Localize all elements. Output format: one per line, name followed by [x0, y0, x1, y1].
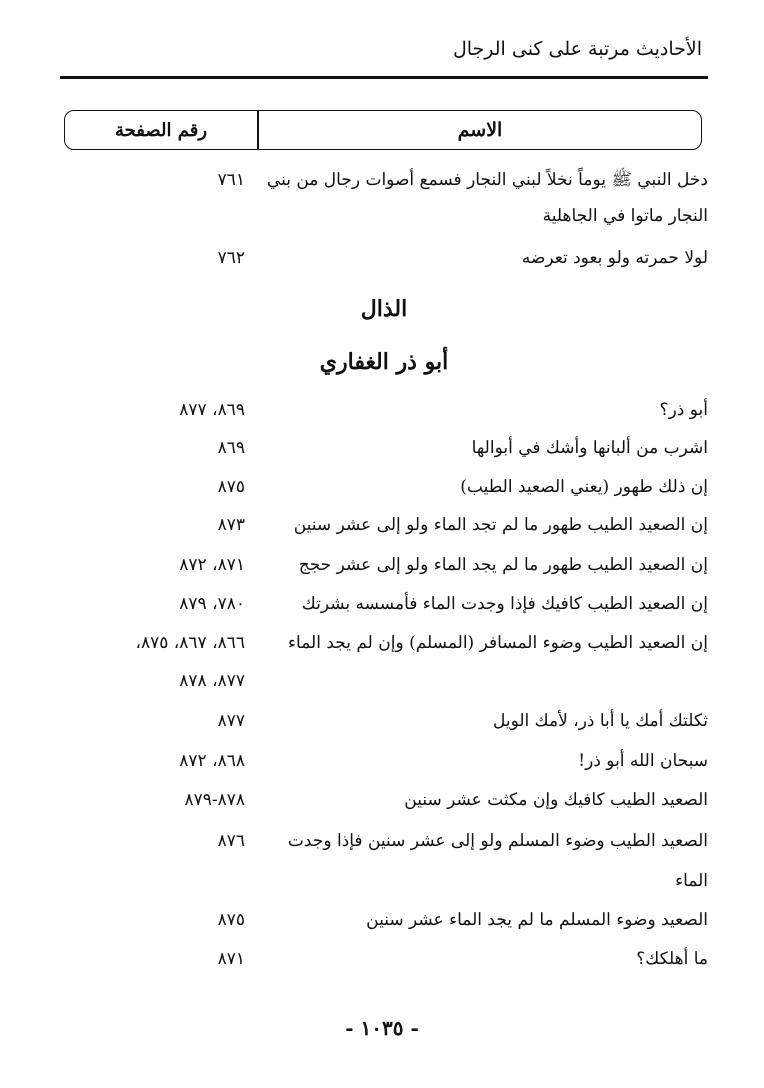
entry-text: اشرب من ألبانها وأشك في أبوالها — [471, 438, 708, 458]
index-entry — [60, 824, 708, 858]
page-column-header: رقم الصفحة — [115, 119, 208, 141]
table-header — [64, 110, 702, 150]
header-rule — [60, 76, 708, 79]
entry-text: لولا حمرته ولو بعود تعرضه — [521, 248, 708, 268]
entry-text: الصعيد وضوء المسلم ما لم يجد الماء عشر سنين — [366, 910, 708, 930]
index-entry — [60, 393, 708, 427]
index-entry — [60, 783, 708, 817]
entry-pages: ٧٦١ — [217, 170, 245, 190]
entry-text: إن ذلك طهور (يعني الصعيد الطيب) — [460, 477, 708, 497]
entry-pages: ٨٧٦ — [217, 831, 245, 851]
running-title: الأحاديث مرتبة على كنى الرجال — [452, 38, 702, 60]
narrator-heading: أبو ذر الغفاري — [319, 349, 449, 375]
entry-pages: ٨٧١ — [217, 949, 245, 969]
index-entry — [60, 587, 708, 621]
index-entry — [60, 548, 708, 582]
entry-pages: ٧٨٠، ٨٧٩ — [179, 594, 245, 614]
letter-heading: الذال — [360, 296, 408, 322]
entry-pages: ٨٧١، ٨٧٢ — [179, 555, 245, 575]
entry-pages: ٨٧٥ — [217, 910, 245, 930]
index-entry — [60, 626, 708, 660]
entry-pages: ٨٧٥ — [217, 477, 245, 497]
entry-text: ما أهلكك؟ — [636, 949, 708, 969]
entry-text: الصعيد الطيب كافيك وإن مكثت عشر سنين — [404, 790, 708, 810]
entry-pages: ٨٦٦، ٨٦٧، ٨٧٥، — [135, 633, 245, 653]
entry-pages: ٨٧٧، ٨٧٨ — [179, 671, 245, 691]
entry-pages: ٨٦٩ — [217, 438, 245, 458]
entry-pages: ٨٧٨-٨٧٩ — [184, 790, 245, 810]
entry-text: إن الصعيد الطيب كافيك فإذا وجدت الماء فأمسسه بشرتك — [301, 594, 708, 614]
entry-text: إن الصعيد الطيب طهور ما لم يجد الماء ولو إلى عشر حجج — [298, 555, 708, 575]
entry-text: دخل النبي ﷺ يوماً نخلاً لبني النجار فسمع أصوات رجال من بني — [266, 170, 708, 190]
index-entry — [60, 942, 708, 976]
entry-text: الماء — [675, 871, 708, 891]
entry-text: ثكلتك أمك يا أبا ذر، لأمك الويل — [492, 711, 708, 731]
entry-text: الصعيد الطيب وضوء المسلم ولو إلى عشر سنين فإذا وجدت — [287, 831, 708, 851]
entry-pages: ٨٧٣ — [217, 515, 245, 535]
index-entry — [60, 199, 708, 233]
index-entry — [60, 664, 708, 698]
index-entry — [60, 903, 708, 937]
name-column-header: الاسم — [457, 119, 503, 141]
index-entry — [60, 864, 708, 898]
entry-text: النجار ماتوا في الجاهلية — [542, 206, 708, 226]
entry-text: أبو ذر؟ — [659, 400, 708, 420]
entry-text: إن الصعيد الطيب طهور ما لم تجد الماء ولو إلى عشر سنين — [293, 515, 708, 535]
index-entry — [60, 704, 708, 738]
index-entry — [60, 431, 708, 465]
entry-pages: ٨٦٩، ٨٧٧ — [179, 400, 245, 420]
entry-text: سبحان الله أبو ذر! — [578, 751, 708, 771]
entry-pages: ٨٦٨، ٨٧٢ — [179, 751, 245, 771]
index-entry — [60, 508, 708, 542]
page-number: - ١٠٣٥ - — [345, 1016, 419, 1040]
entry-text: إن الصعيد الطيب وضوء المسافر (المسلم) وإن لم يجد الماء — [288, 633, 708, 653]
entry-pages: ٨٧٧ — [217, 711, 245, 731]
index-entry — [60, 163, 708, 197]
entry-pages: ٧٦٢ — [217, 248, 245, 268]
index-entry — [60, 241, 708, 275]
index-entry — [60, 744, 708, 778]
index-entry — [60, 470, 708, 504]
